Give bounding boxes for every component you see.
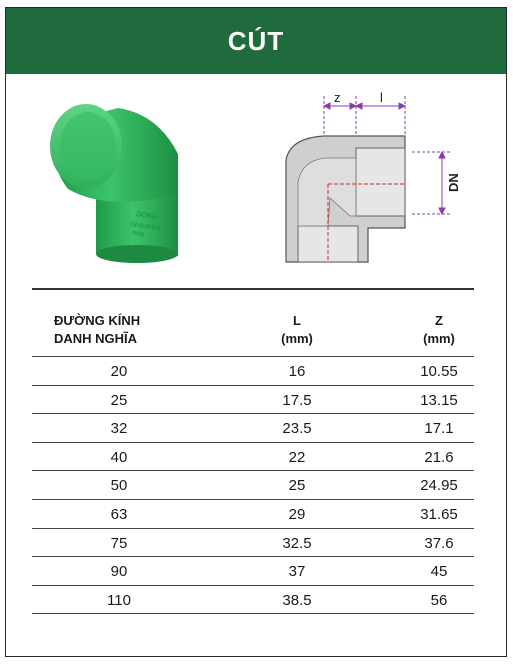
cell-l: 25 bbox=[288, 477, 306, 495]
cell-dn: 90 bbox=[110, 563, 128, 581]
elbow-dimension-drawing bbox=[268, 86, 468, 268]
cell-dn: 50 bbox=[110, 477, 128, 495]
table-row bbox=[32, 386, 474, 415]
cell-l: 38.5 bbox=[282, 591, 312, 609]
header-dn-line2: DANH NGHĨA bbox=[54, 331, 138, 346]
cell-z: 24.95 bbox=[420, 477, 458, 495]
page-title: CÚT bbox=[227, 25, 285, 56]
cell-l: 29 bbox=[288, 505, 306, 523]
table-top-rule bbox=[32, 288, 474, 290]
table-header bbox=[32, 300, 474, 350]
svg-text:DONG: DONG bbox=[135, 211, 158, 221]
cell-z: 10.55 bbox=[420, 363, 458, 380]
table-row bbox=[32, 414, 474, 443]
table-row bbox=[32, 529, 474, 558]
cell-dn: 20 bbox=[110, 363, 128, 380]
cell-z: 21.6 bbox=[424, 448, 454, 466]
cell-l: 37 bbox=[288, 563, 306, 581]
table-row bbox=[32, 471, 474, 500]
header-l-line1: L bbox=[293, 313, 301, 328]
header-z bbox=[394, 312, 484, 348]
cell-z: 13.15 bbox=[420, 391, 458, 409]
cell-l: 23.5 bbox=[282, 420, 312, 438]
table-body bbox=[32, 357, 474, 614]
cell-dn: 110 bbox=[107, 591, 131, 609]
svg-text:PPR: PPR bbox=[131, 231, 145, 239]
cell-z: 56 bbox=[430, 591, 448, 609]
cell-dn: 25 bbox=[110, 391, 128, 409]
elbow-fitting-image bbox=[38, 94, 198, 266]
cell-dn: 40 bbox=[110, 448, 128, 466]
dim-label-dn: DN bbox=[446, 173, 461, 192]
cell-z: 45 bbox=[430, 563, 448, 581]
cell-dn: 63 bbox=[110, 505, 128, 523]
cell-l: 22 bbox=[288, 448, 306, 466]
dim-label-l: l bbox=[380, 90, 383, 105]
header-dn-line1: ĐƯỜNG KÍNH bbox=[54, 313, 141, 328]
header-l-unit: (mm) bbox=[281, 331, 313, 346]
cell-dn: 75 bbox=[110, 534, 128, 552]
cell-z: 31.65 bbox=[420, 505, 458, 523]
title-bar bbox=[6, 8, 506, 74]
header-z-unit: (mm) bbox=[423, 331, 455, 346]
table-row bbox=[32, 443, 474, 472]
header-nominal-diameter bbox=[54, 312, 194, 348]
cell-z: 37.6 bbox=[424, 534, 454, 552]
cell-z: 17.1 bbox=[424, 420, 454, 438]
svg-text:GRAUPEN: GRAUPEN bbox=[129, 222, 160, 233]
dim-label-z: z bbox=[334, 90, 341, 105]
table-row bbox=[32, 500, 474, 529]
header-l bbox=[252, 312, 342, 348]
table-row bbox=[32, 586, 474, 615]
cell-l: 32.5 bbox=[282, 534, 312, 552]
table-row bbox=[32, 357, 474, 386]
cell-l: 17.5 bbox=[282, 391, 312, 409]
header-z-line1: Z bbox=[435, 313, 443, 328]
cell-l: 16 bbox=[288, 363, 306, 380]
table-row bbox=[32, 557, 474, 586]
cell-dn: 32 bbox=[110, 420, 128, 438]
